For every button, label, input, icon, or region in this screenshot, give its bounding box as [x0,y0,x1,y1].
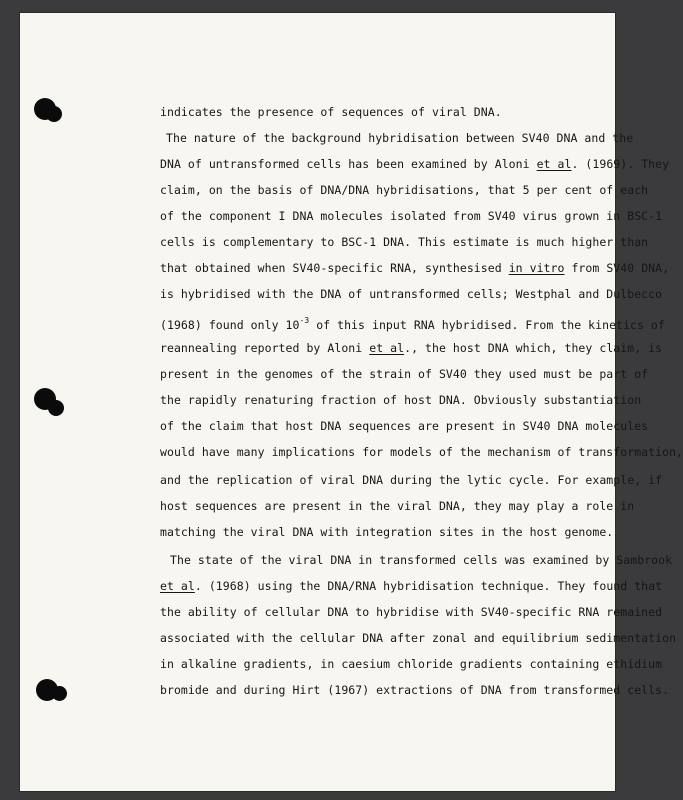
text-line: bromide and during Hirt (1967) extractions of DNA from transformed cells. [160,683,670,697]
text-line: and the replication of viral DNA during the lytic cycle. For example, if [160,473,663,487]
text-line: DNA of untransformed cells has been examined by Aloni et al. (1969). They [160,157,670,171]
text-line: the rapidly renaturing fraction of host DNA. Obviously substantiation [160,393,642,407]
text-line: matching the viral DNA with integration sites in the host genome. [160,525,614,539]
text-line: The nature of the background hybridisation between SV40 DNA and the [166,131,634,145]
text-line: in alkaline gradients, in caesium chloride gradients containing ethidium [160,657,663,671]
text-line: cells is complementary to BSC-1 DNA. This estimate is much higher than [160,235,649,249]
text-line: of the component I DNA molecules isolated from SV40 virus grown in BSC-1 [160,209,663,223]
text-line: The state of the viral DNA in transformed cells was examined by Sambrook [170,553,673,567]
text-line: claim, on the basis of DNA/DNA hybridisations, that 5 per cent of each [160,183,649,197]
text-line: associated with the cellular DNA after zonal and equilibrium sedimentation [160,631,677,645]
text-line: of the claim that host DNA sequences are present in SV40 DNA molecules [160,419,649,433]
text-line: would have many implications for models of the mechanism of transformation, [160,445,683,459]
typed-text-body [20,13,683,791]
document-page [20,13,683,791]
text-line: that obtained when SV40-specific RNA, synthesised in vitro from SV40 DNA, [160,261,670,275]
text-line: indicates the presence of sequences of viral DNA. [160,105,502,119]
text-line: reannealing reported by Aloni et al., the host DNA which, they claim, is [160,341,663,355]
text-line: et al. (1968) using the DNA/RNA hybridisation technique. They found that [160,579,663,593]
text-line: the ability of cellular DNA to hybridise with SV40-specific RNA remained [160,605,663,619]
text-line: host sequences are present in the viral DNA, they may play a role in [160,499,635,513]
text-line: is hybridised with the DNA of untransformed cells; Westphal and Dulbecco [160,287,663,301]
text-line: (1968) found only $10^{-3}$ of this input RNA hybridised. From the kinetics of [160,316,665,332]
text-line: present in the genomes of the strain of SV40 they used must be part of [160,367,649,381]
